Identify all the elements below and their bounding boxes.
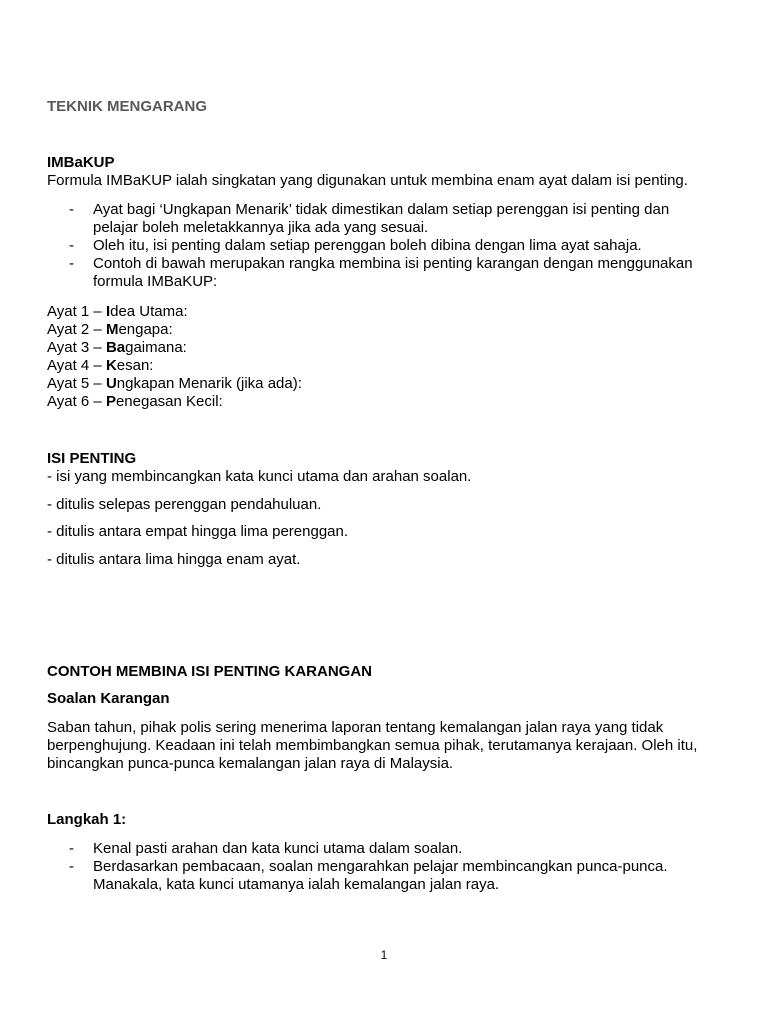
ayat-prefix: Ayat 2 – [47, 321, 106, 338]
dash-marker: - [69, 237, 74, 254]
isi-penting-line: - ditulis antara empat hingga lima perenggan. [47, 523, 349, 540]
imbakup-bullet-list [47, 201, 718, 291]
ayat-list [47, 303, 718, 411]
ayat-line [47, 393, 718, 411]
ayat-prefix: Ayat 6 – [47, 393, 106, 410]
contoh-heading: CONTOH MEMBINA ISI PENTING KARANGAN [47, 663, 373, 680]
list-item-text: Berdasarkan pembacaan, soalan mengarahkan pelajar membincangkan punca-punca. Manakala, kata kunci utamanya ialah kemalangan jalan raya. [93, 858, 668, 893]
ayat-line [47, 321, 718, 339]
list-item [47, 255, 718, 291]
page-number: 1 [380, 948, 388, 962]
dash-marker: - [69, 858, 74, 875]
ayat-line [47, 357, 718, 375]
ayat-label: dea Utama: [110, 303, 188, 320]
imbakup-intro: Formula IMBaKUP ialah singkatan yang digunakan untuk membina enam ayat dalam isi penting. [47, 172, 688, 189]
ayat-initial: K [105, 357, 117, 374]
list-item [47, 237, 718, 255]
isi-penting-line: - ditulis selepas perenggan pendahuluan. [47, 496, 322, 513]
dash-marker: - [69, 201, 74, 218]
ayat-initial: Ba [105, 339, 126, 356]
langkah-heading: Langkah 1: [47, 811, 127, 828]
document-title: TEKNIK MENGARANG [47, 98, 207, 115]
ayat-initial: P [105, 393, 116, 410]
ayat-prefix: Ayat 4 – [47, 357, 106, 374]
ayat-initial: M [105, 321, 119, 338]
ayat-line [47, 375, 718, 393]
list-item [47, 858, 718, 894]
isi-penting-line: - ditulis antara lima hingga enam ayat. [47, 551, 301, 568]
langkah-bullet-list [47, 840, 718, 894]
list-item-text: Kenal pasti arahan dan kata kunci utama dalam soalan. [93, 840, 463, 857]
ayat-prefix: Ayat 5 – [47, 375, 106, 392]
dash-marker: - [69, 255, 74, 272]
dash-marker: - [69, 840, 74, 857]
ayat-line [47, 303, 718, 321]
ayat-prefix: Ayat 1 – [47, 303, 106, 320]
ayat-prefix: Ayat 3 – [47, 339, 106, 356]
list-item [47, 201, 718, 237]
ayat-label: gaimana: [125, 339, 187, 356]
isi-penting-heading: ISI PENTING [47, 450, 137, 467]
ayat-line [47, 339, 718, 357]
ayat-label: enegasan Kecil: [115, 393, 223, 410]
list-item [47, 840, 718, 858]
list-item-text: Oleh itu, isi penting dalam setiap perenggan boleh dibina dengan lima ayat sahaja. [93, 237, 642, 254]
ayat-label: engapa: [118, 321, 173, 338]
ayat-initial: I [105, 303, 111, 320]
list-item-text: Ayat bagi ‘Ungkapan Menarik’ tidak dimestikan dalam setiap perenggan isi penting dan pelajar boleh meletakkannya jika ada yang sesuai. [93, 201, 670, 236]
ayat-label: esan: [116, 357, 154, 374]
imbakup-heading: IMBaKUP [47, 154, 115, 171]
ayat-label: ngkapan Menarik (jika ada): [116, 375, 302, 392]
ayat-initial: U [105, 375, 117, 392]
isi-penting-line: - isi yang membincangkan kata kunci utama dan arahan soalan. [47, 468, 472, 485]
soalan-heading: Soalan Karangan [47, 690, 170, 707]
list-item-text: Contoh di bawah merupakan rangka membina isi penting karangan dengan menggunakan formula IMBaKUP: [93, 255, 693, 290]
soalan-text: Saban tahun, pihak polis sering menerima laporan tentang kemalangan jalan raya yang tidak berpenghujung. Keadaan ini telah membimbangkan semua pihak, terutamanya kerajaan. Oleh itu, bincangkan punca-punca kemalangan jalan raya di Malaysia. [47, 719, 698, 772]
